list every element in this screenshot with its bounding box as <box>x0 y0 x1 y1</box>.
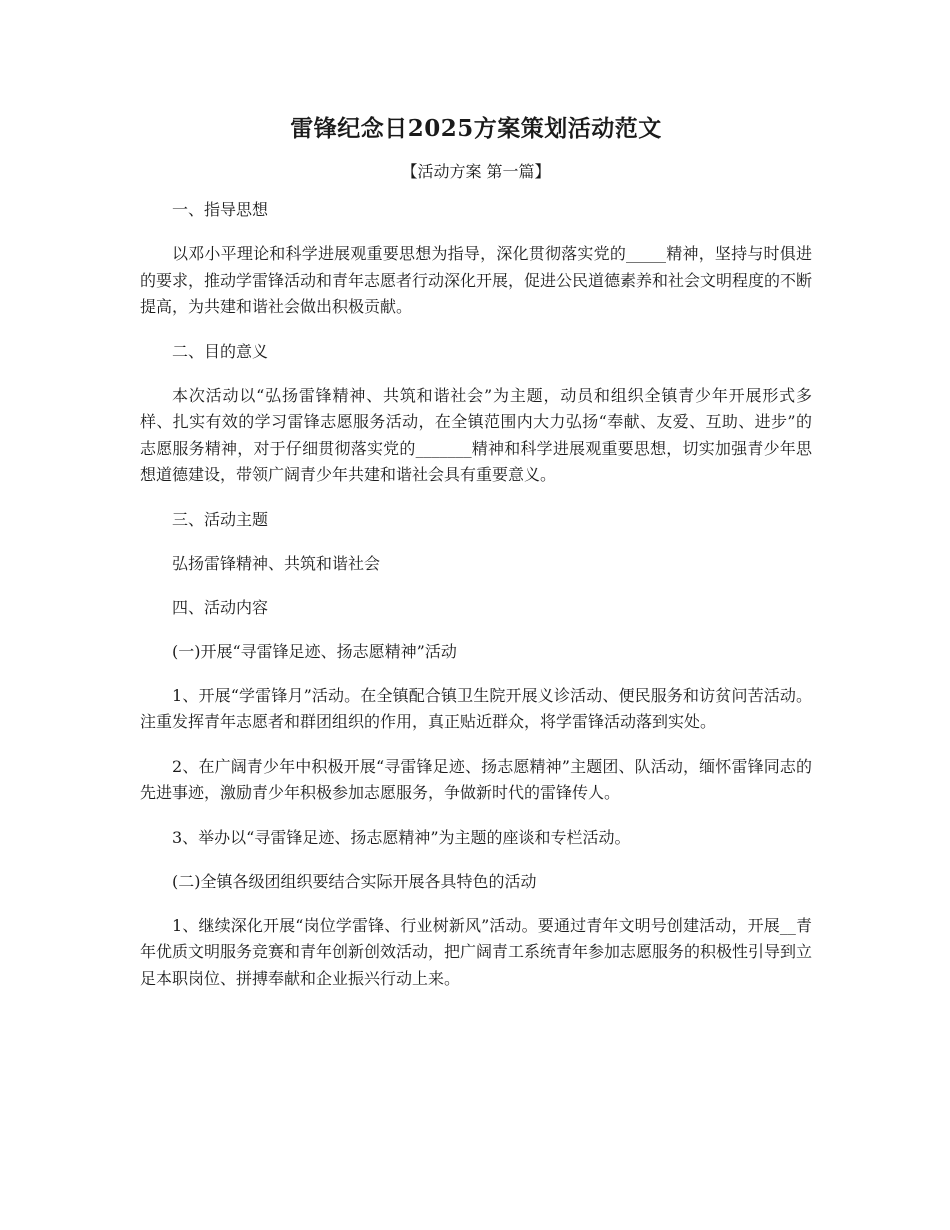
paragraph-guiding-thought: 以邓小平理论和科学进展观重要思想为指导，深化贯彻落实党的_____精神，坚持与时俱进的要求，推动学雷锋活动和青年志愿者行动深化开展，促进公民道德素养和社会文明程度的不断提高，为共建和谐社会做出积极贡献。 <box>140 244 813 316</box>
document-title: 雷锋纪念日2025方案策划活动范文 <box>290 115 662 142</box>
paragraph-item-2: 2、在广阔青少年中积极开展“寻雷锋足迹、扬志愿精神”主题团、队活动，缅怀雷锋同志的先进事迹，激励青少年积极参加志愿服务，争做新时代的雷锋传人。 <box>140 756 812 802</box>
section-heading-guiding-thought: 一、指导思想 <box>172 200 269 219</box>
document-page <box>140 112 812 992</box>
subsection-heading-2: (二)全镇各级团组织要结合实际开展各具特色的活动 <box>172 871 537 891</box>
paragraph-purpose: 本次活动以“弘扬雷锋精神、共筑和谐社会”为主题，动员和组织全镇青少年开展形式多样、扎实有效的学习雷锋志愿服务活动，在全镇范围内大力弘扬“奉献、友爱、互助、进步”的志愿服务精神，对于仔细贯彻落实党的_______精神和科学进展观重要思想，切实加强青少年思想道德建设，带领广阔青少年共建和谐社会具有重要意义。 <box>140 385 812 484</box>
paragraph-item-1: 1、开展“学雷锋月”活动。在全镇配合镇卫生院开展义诊活动、便民服务和访贫问苦活动。注重发挥青年志愿者和群团组织的作用，真正贴近群众，将学雷锋活动落到实处。 <box>140 685 812 731</box>
theme-text: 弘扬雷锋精神、共筑和谐社会 <box>172 553 381 573</box>
document-subtitle: 【活动方案 第一篇】 <box>401 162 551 181</box>
subsection-heading-1: (一)开展“寻雷锋足迹、扬志愿精神”活动 <box>172 641 457 661</box>
section-heading-purpose: 二、目的意义 <box>172 341 269 361</box>
paragraph-item-4: 1、继续深化开展“岗位学雷锋、行业树新风”活动。要通过青年文明号创建活动，开展__青年优质文明服务竞赛和青年创新创效活动，把广阔青工系统青年参加志愿服务的积极性引导到立足本职岗位、拼搏奉献和企业振兴行动上来。 <box>140 915 813 988</box>
section-heading-content: 四、活动内容 <box>172 597 269 617</box>
paragraph-item-3: 3、举办以“寻雷锋足迹、扬志愿精神”为主题的座谈和专栏活动。 <box>172 827 631 847</box>
section-heading-theme: 三、活动主题 <box>172 509 269 529</box>
